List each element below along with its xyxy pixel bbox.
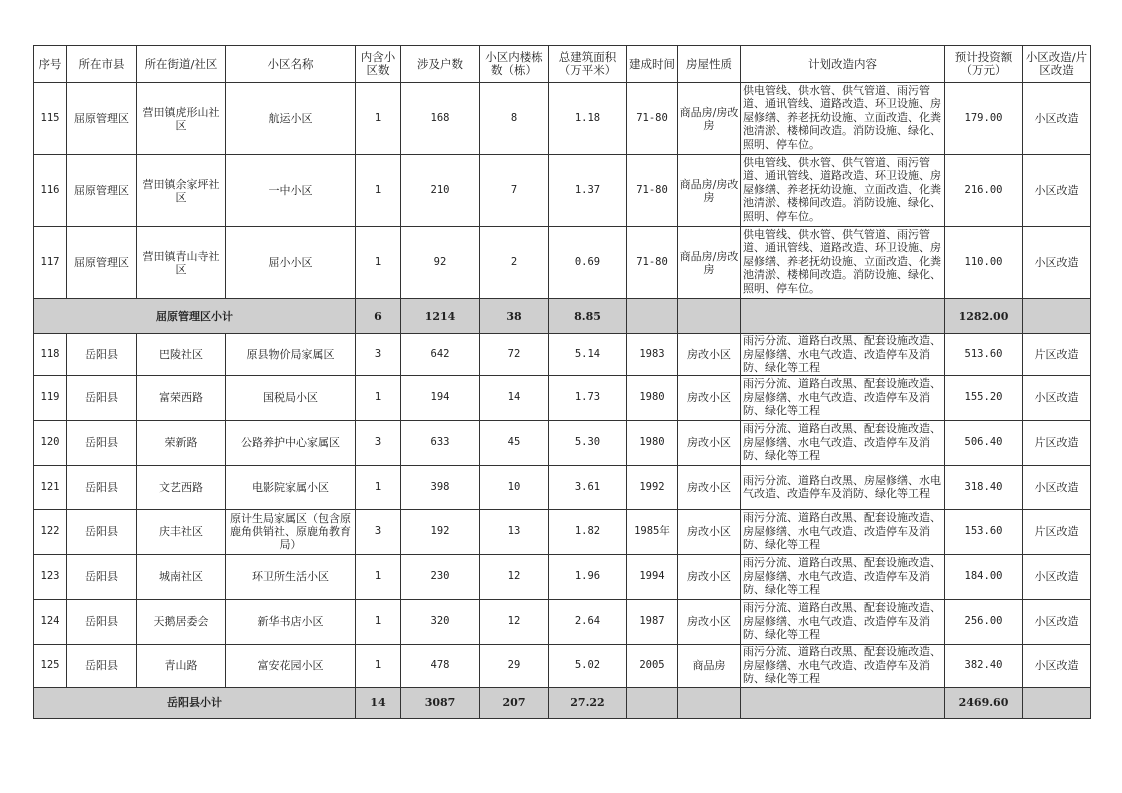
community-count-cell: 1 [356, 599, 401, 644]
subtotal-count: 6 [356, 299, 401, 334]
buildings-cell: 12 [480, 554, 549, 599]
plan-content-cell [741, 83, 945, 155]
subtotal-row [34, 299, 1091, 334]
community-name-cell: 国税局小区 [226, 375, 356, 420]
plan-content-text: 供电管线、供水管、供气管道、雨污管道、通讯管线、道路改造、环卫设施、房屋修缮、养老抚幼设施、立面改造、化粪池清淤、楼梯间改造。消防设施、绿化、照明、停车位。 [743, 155, 941, 223]
row-number: 122 [34, 509, 67, 554]
header-cell: 序号 [34, 46, 67, 83]
area-cell: 1.96 [549, 554, 627, 599]
county-cell: 屈原管理区 [67, 83, 137, 155]
county-cell: 屈原管理区 [67, 227, 137, 299]
buildings-cell: 45 [480, 420, 549, 465]
header-cell: 小区改造/片区改造 [1023, 46, 1091, 83]
area-cell: 5.14 [549, 334, 627, 376]
community-count-cell: 1 [356, 554, 401, 599]
investment-cell: 506.40 [945, 420, 1023, 465]
row-number: 124 [34, 599, 67, 644]
house-type-cell: 房改小区 [678, 509, 741, 554]
table-row [34, 227, 1091, 299]
header-cell: 小区名称 [226, 46, 356, 83]
buildings-cell: 12 [480, 599, 549, 644]
year-cell: 1987 [627, 599, 678, 644]
investment-cell: 256.00 [945, 599, 1023, 644]
area-cell: 1.37 [549, 155, 627, 227]
header-cell: 计划改造内容 [741, 46, 945, 83]
header-cell: 总建筑面积（万平米） [549, 46, 627, 83]
county-cell: 岳阳县 [67, 420, 137, 465]
buildings-cell: 13 [480, 509, 549, 554]
community-name-cell: 环卫所生活小区 [226, 554, 356, 599]
header-cell: 建成时间 [627, 46, 678, 83]
year-cell: 71-80 [627, 155, 678, 227]
community-count-cell: 1 [356, 375, 401, 420]
county-cell: 岳阳县 [67, 644, 137, 687]
households-cell: 194 [401, 375, 480, 420]
house-type-cell: 房改小区 [678, 375, 741, 420]
investment-cell: 184.00 [945, 554, 1023, 599]
community-name-cell: 原计生局家属区（包含原鹿角供销社、原鹿角教育局） [226, 509, 356, 554]
area-cell: 1.18 [549, 83, 627, 155]
subtotal-households: 1214 [401, 299, 480, 334]
community-name-cell: 公路养护中心家属区 [226, 420, 356, 465]
subtotal-empty-cell [1023, 299, 1091, 334]
community-count-cell: 3 [356, 509, 401, 554]
house-type-cell: 房改小区 [678, 599, 741, 644]
area-cell: 0.69 [549, 227, 627, 299]
street-cell: 富荣西路 [137, 375, 226, 420]
street-cell: 营田镇青山寺社区 [137, 227, 226, 299]
header-cell: 房屋性质 [678, 46, 741, 83]
households-cell: 633 [401, 420, 480, 465]
subtotal-investment: 1282.00 [945, 299, 1023, 334]
header-row [34, 46, 1091, 83]
buildings-cell: 72 [480, 334, 549, 376]
area-cell: 5.30 [549, 420, 627, 465]
households-cell: 92 [401, 227, 480, 299]
plan-content-text: 供电管线、供水管、供气管道、雨污管道、通讯管线、道路改造、环卫设施、房屋修缮、养老抚幼设施、立面改造、化粪池清淤、楼梯间改造。消防设施、绿化、照明、停车位。 [743, 83, 941, 151]
subtotal-buildings: 38 [480, 299, 549, 334]
community-count-cell: 1 [356, 83, 401, 155]
buildings-cell: 8 [480, 83, 549, 155]
subtotal-empty-cell [678, 687, 741, 718]
row-number: 125 [34, 644, 67, 687]
buildings-cell: 7 [480, 155, 549, 227]
subtotal-count: 14 [356, 687, 401, 718]
street-cell: 巴陵社区 [137, 334, 226, 376]
house-type-cell: 商品房/房改房 [678, 227, 741, 299]
street-cell: 天鹅居委会 [137, 599, 226, 644]
households-cell: 642 [401, 334, 480, 376]
households-cell: 210 [401, 155, 480, 227]
investment-cell: 216.00 [945, 155, 1023, 227]
renovation-mode-cell: 片区改造 [1023, 420, 1091, 465]
header-cell: 涉及户数 [401, 46, 480, 83]
subtotal-households: 3087 [401, 687, 480, 718]
house-type-cell: 房改小区 [678, 554, 741, 599]
subtotal-empty-cell [1023, 687, 1091, 718]
year-cell: 1983 [627, 334, 678, 376]
street-cell: 营田镇余家坪社区 [137, 155, 226, 227]
buildings-cell: 10 [480, 465, 549, 509]
investment-cell: 179.00 [945, 83, 1023, 155]
year-cell: 1980 [627, 375, 678, 420]
row-number: 115 [34, 83, 67, 155]
table-row [34, 155, 1091, 227]
investment-cell: 153.60 [945, 509, 1023, 554]
header-cell: 小区内楼栋数（栋） [480, 46, 549, 83]
buildings-cell: 14 [480, 375, 549, 420]
header-cell: 内含小区数 [356, 46, 401, 83]
subtotal-label: 岳阳县小计 [34, 687, 356, 718]
header-cell: 预计投资额（万元） [945, 46, 1023, 83]
subtotal-investment: 2469.60 [945, 687, 1023, 718]
plan-content-cell: 雨污分流、道路白改黑、房屋修缮、水电气改造、改造停车及消防、绿化等工程 [741, 465, 945, 509]
plan-content-cell: 雨污分流、道路白改黑、配套设施改造、房屋修缮、水电气改造、改造停车及消防、绿化等工程 [741, 334, 945, 376]
street-cell: 青山路 [137, 644, 226, 687]
community-name-cell: 富安花园小区 [226, 644, 356, 687]
community-count-cell: 3 [356, 334, 401, 376]
county-cell: 岳阳县 [67, 509, 137, 554]
row-number: 121 [34, 465, 67, 509]
plan-content-cell: 雨污分流、道路白改黑、配套设施改造、房屋修缮、水电气改造、改造停车及消防、绿化等工程 [741, 375, 945, 420]
table-row [34, 644, 1091, 687]
households-cell: 320 [401, 599, 480, 644]
plan-content-cell: 雨污分流、道路白改黑、配套设施改造、房屋修缮、水电气改造、改造停车及消防、绿化等工程 [741, 599, 945, 644]
subtotal-row [34, 687, 1091, 718]
year-cell: 1980 [627, 420, 678, 465]
plan-content-cell: 雨污分流、道路白改黑、配套设施改造、房屋修缮、水电气改造、改造停车及消防、绿化等工程 [741, 509, 945, 554]
area-cell: 2.64 [549, 599, 627, 644]
plan-content-cell: 雨污分流、道路白改黑、配套设施改造、房屋修缮、水电气改造、改造停车及消防、绿化等工程 [741, 420, 945, 465]
area-cell: 5.02 [549, 644, 627, 687]
renovation-mode-cell: 片区改造 [1023, 334, 1091, 376]
households-cell: 192 [401, 509, 480, 554]
plan-content-cell: 雨污分流、道路白改黑、配套设施改造、房屋修缮、水电气改造、改造停车及消防、绿化等工程 [741, 644, 945, 687]
plan-content-cell: 雨污分流、道路白改黑、配套设施改造、房屋修缮、水电气改造、改造停车及消防、绿化等工程 [741, 554, 945, 599]
investment-cell: 155.20 [945, 375, 1023, 420]
area-cell: 3.61 [549, 465, 627, 509]
renovation-mode-cell: 小区改造 [1023, 155, 1091, 227]
house-type-cell: 房改小区 [678, 465, 741, 509]
community-name-cell: 原县物价局家属区 [226, 334, 356, 376]
area-cell: 1.82 [549, 509, 627, 554]
street-cell: 营田镇虎形山社区 [137, 83, 226, 155]
subtotal-empty-cell [741, 299, 945, 334]
year-cell: 2005 [627, 644, 678, 687]
county-cell: 岳阳县 [67, 465, 137, 509]
buildings-cell: 2 [480, 227, 549, 299]
table-row [34, 465, 1091, 509]
table-row [34, 83, 1091, 155]
header-cell: 所在市县 [67, 46, 137, 83]
investment-cell: 382.40 [945, 644, 1023, 687]
table-row [34, 334, 1091, 376]
county-cell: 屈原管理区 [67, 155, 137, 227]
buildings-cell: 29 [480, 644, 549, 687]
street-cell: 荣新路 [137, 420, 226, 465]
renovation-mode-cell: 小区改造 [1023, 375, 1091, 420]
households-cell: 398 [401, 465, 480, 509]
house-type-cell: 商品房/房改房 [678, 83, 741, 155]
county-cell: 岳阳县 [67, 334, 137, 376]
header-cell: 所在街道/社区 [137, 46, 226, 83]
investment-cell: 110.00 [945, 227, 1023, 299]
row-number: 117 [34, 227, 67, 299]
plan-content-cell [741, 155, 945, 227]
community-name-cell: 一中小区 [226, 155, 356, 227]
plan-content-cell [741, 227, 945, 299]
community-count-cell: 1 [356, 155, 401, 227]
county-cell: 岳阳县 [67, 554, 137, 599]
households-cell: 230 [401, 554, 480, 599]
subtotal-empty-cell [627, 687, 678, 718]
households-cell: 478 [401, 644, 480, 687]
community-count-cell: 1 [356, 227, 401, 299]
investment-cell: 318.40 [945, 465, 1023, 509]
community-name-cell: 新华书店小区 [226, 599, 356, 644]
table-row [34, 599, 1091, 644]
community-name-cell: 电影院家属小区 [226, 465, 356, 509]
row-number: 123 [34, 554, 67, 599]
subtotal-area: 27.22 [549, 687, 627, 718]
investment-cell: 513.60 [945, 334, 1023, 376]
households-cell: 168 [401, 83, 480, 155]
subtotal-buildings: 207 [480, 687, 549, 718]
renovation-mode-cell: 片区改造 [1023, 509, 1091, 554]
year-cell: 1985年 [627, 509, 678, 554]
year-cell: 1994 [627, 554, 678, 599]
renovation-mode-cell: 小区改造 [1023, 554, 1091, 599]
row-number: 119 [34, 375, 67, 420]
county-cell: 岳阳县 [67, 375, 137, 420]
table-row [34, 375, 1091, 420]
table-row [34, 420, 1091, 465]
table-row [34, 554, 1091, 599]
street-cell: 文艺西路 [137, 465, 226, 509]
plan-content-text: 供电管线、供水管、供气管道、雨污管道、通讯管线、道路改造、环卫设施、房屋修缮、养老抚幼设施、立面改造、化粪池清淤、楼梯间改造。消防设施、绿化、照明、停车位。 [743, 227, 941, 295]
year-cell: 71-80 [627, 227, 678, 299]
subtotal-empty-cell [627, 299, 678, 334]
community-count-cell: 1 [356, 465, 401, 509]
row-number: 116 [34, 155, 67, 227]
community-name-cell: 屈小小区 [226, 227, 356, 299]
area-cell: 1.73 [549, 375, 627, 420]
house-type-cell: 商品房 [678, 644, 741, 687]
renovation-table [33, 45, 1091, 719]
house-type-cell: 商品房/房改房 [678, 155, 741, 227]
community-count-cell: 1 [356, 644, 401, 687]
subtotal-area: 8.85 [549, 299, 627, 334]
street-cell: 庆丰社区 [137, 509, 226, 554]
house-type-cell: 房改小区 [678, 420, 741, 465]
renovation-mode-cell: 小区改造 [1023, 227, 1091, 299]
subtotal-label: 屈原管理区小计 [34, 299, 356, 334]
county-cell: 岳阳县 [67, 599, 137, 644]
renovation-mode-cell: 小区改造 [1023, 83, 1091, 155]
subtotal-empty-cell [678, 299, 741, 334]
street-cell: 城南社区 [137, 554, 226, 599]
year-cell: 71-80 [627, 83, 678, 155]
row-number: 118 [34, 334, 67, 376]
renovation-mode-cell: 小区改造 [1023, 465, 1091, 509]
subtotal-empty-cell [741, 687, 945, 718]
renovation-mode-cell: 小区改造 [1023, 599, 1091, 644]
table-row [34, 509, 1091, 554]
community-name-cell: 航运小区 [226, 83, 356, 155]
year-cell: 1992 [627, 465, 678, 509]
renovation-table-sheet [33, 45, 1091, 719]
community-count-cell: 3 [356, 420, 401, 465]
house-type-cell: 房改小区 [678, 334, 741, 376]
row-number: 120 [34, 420, 67, 465]
renovation-mode-cell: 小区改造 [1023, 644, 1091, 687]
